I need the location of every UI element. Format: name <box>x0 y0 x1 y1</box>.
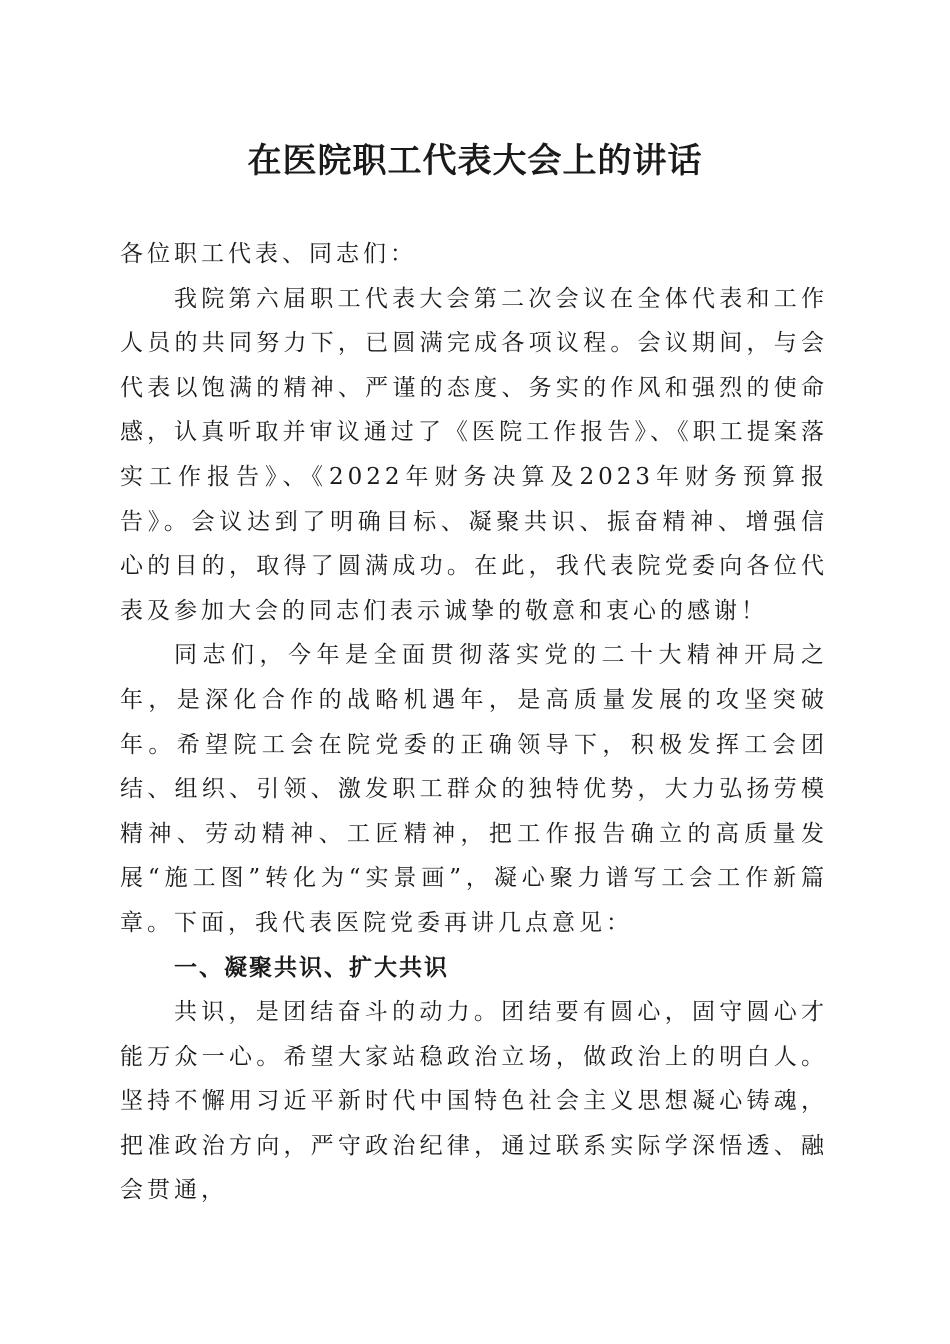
paragraph-expectations: 同志们，今年是全面贯彻落实党的二十大精神开局之年，是深化合作的战略机遇年，是高质量发展的攻坚突破年。希望院工会在院党委的正确领导下，积极发挥工会团结、组织、引领、激发职工群众的独特优势，大力弘扬劳模精神、劳动精神、工匠精神，把工作报告确立的高质量发展“施工图”转化为“实景画”，凝心聚力谱写工会工作新篇章。下面，我代表医院党委再讲几点意见： <box>120 642 828 936</box>
section-heading: 一、凝聚共识、扩大共识 <box>174 954 449 981</box>
section-paragraph: 共识，是团结奋斗的动力。团结要有圆心，固守圆心才能万众一心。希望大家站稳政治立场，做政治上的明白人。坚持不懈用习近平新时代中国特色社会主义思想凝心铸魂，把准政治方向，严守政治纪律，通过联系实际学深悟透、融会贯通， <box>120 999 828 1204</box>
document-title: 在医院职工代表大会上的讲话 <box>247 141 703 181</box>
document-body <box>120 232 828 1213</box>
paragraph-opening: 我院第六届职工代表大会第二次会议在全体代表和工作人员的共同努力下，已圆满完成各项议程。会议期间，与会代表以饱满的精神、严谨的态度、务实的作风和强烈的使命感，认真听取并审议通过了《医院工作报告》、《职工提案落实工作报告》、《2022年财务决算及2023年财务预算报告》。会议达到了明确目标、凝聚共识、振奋精神、增强信心的目的，取得了圆满成功。在此，我代表院党委向各位代表及参加大会的同志们表示诚挚的敬意和衷心的感谢！ <box>120 285 828 624</box>
salutation: 各位职工代表、同志们： <box>120 241 417 267</box>
